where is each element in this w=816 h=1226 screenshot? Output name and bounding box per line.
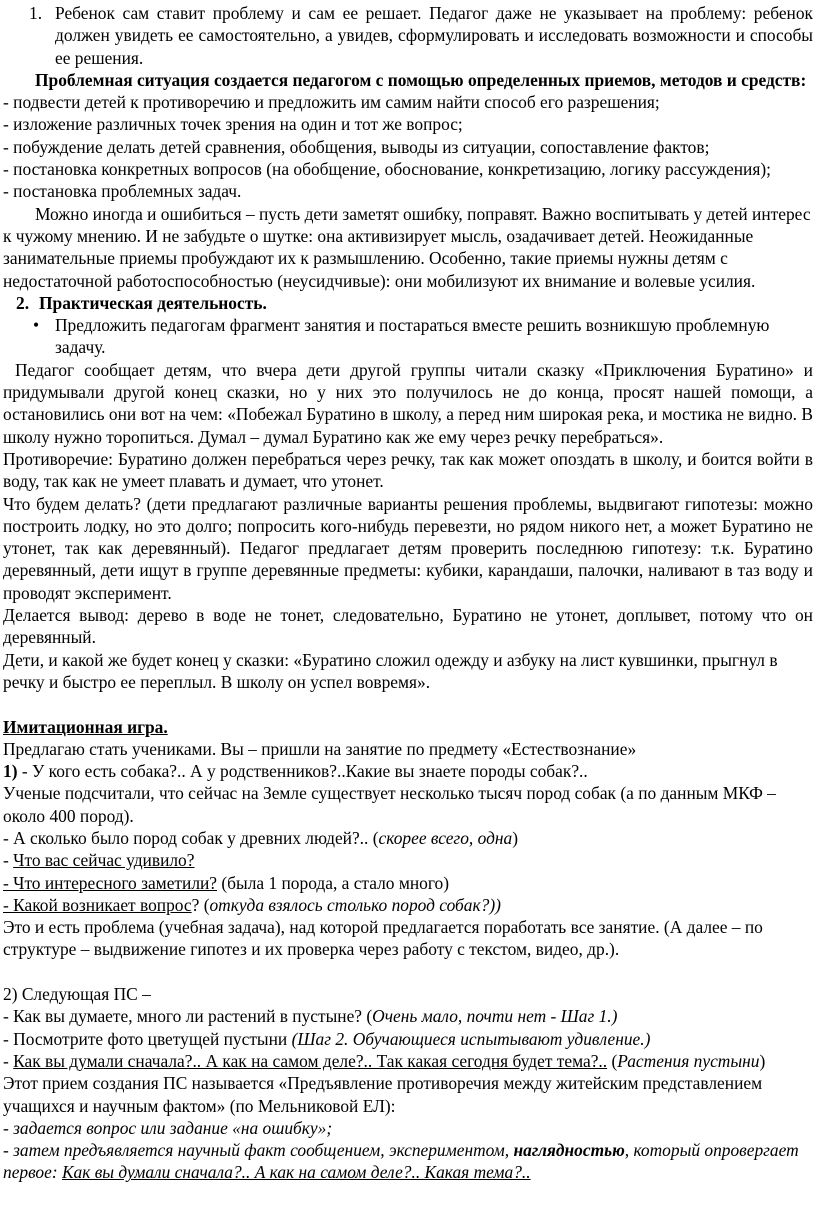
paren-close: ) xyxy=(759,1050,766,1071)
game-question-3 xyxy=(3,849,813,871)
method-line: - изложение различных точек зрения на один и тот же вопрос; xyxy=(3,114,463,135)
list-number: 1. xyxy=(29,3,43,23)
question-text: - Посмотрите фото цветущей пустыни xyxy=(3,1028,292,1049)
answer-text: Растения пустыни xyxy=(617,1050,760,1071)
document-page xyxy=(3,2,813,1184)
technique-step-1: - задается вопрос или задание «на ошибку»; xyxy=(3,1117,333,1138)
paren-open: ( xyxy=(607,1050,618,1071)
question-text: - А сколько было пород собак у древних людей?.. ( xyxy=(3,827,379,848)
question-number: 1) xyxy=(3,761,18,782)
blank-line xyxy=(3,961,813,983)
game-problem-paragraph: Это и есть проблема (учебная задача), над которой предлагается поработать все занятие. (А далее – по структуре – выдвижение гипотез и их проверка через работу с текстом, видео, др.). xyxy=(3,917,763,960)
question-text: - Как вы думаете, много ли растений в пустыне? ( xyxy=(3,1006,373,1027)
question-text: Что вас сейчас удивило? xyxy=(13,850,195,871)
methods-paragraph: Можно иногда и ошибиться – пусть дети заметят ошибку, поправят. Важно воспитывать у детей интерес к чужому мнению. И не забудьте о шутке: она активизирует мысль, озадачивает детей. Неожиданные занимательные приемы пробуждают их к размышлению. Особенно, такие приемы нужны детям с недостаточной работоспособностью (неусидчивые): они мобилизуют их внимание и волевые усилия. xyxy=(3,203,811,291)
next-line-1 xyxy=(3,1005,813,1027)
technique-paragraph: Этот прием создания ПС называется «Предъявление противоречия между житейским представлением учащихся и научным фактом» (по Мельниковой ЕЛ): xyxy=(3,1073,763,1116)
question-text: - Что интересного заметили? xyxy=(3,872,218,893)
step-questions: Как вы думали сначала?.. А как на самом деле?.. Какая тема?.. xyxy=(61,1162,531,1183)
question-text: - У кого есть собака?.. А у родственников?..Какие вы знаете породы собак?.. xyxy=(17,761,588,782)
what-to-do-paragraph: Что будем делать? (дети предлагают различные варианты решения проблемы, выдвигают гипотезы: можно построить лодку, но это долго; попросить кого-нибудь перевезти, но рядом никого нет, а может Буратино не утонет, так как деревянный). Педагог предлагает детям проверить последнюю гипотезу: т.к. Буратино деревянный, дети ищут в группе деревянные предметы: кубики, карандаши, палочки, наливают в таз воду и проводят эксперимент. xyxy=(3,493,813,603)
question-text: Как вы думали сначала?.. А как на самом деле?.. Так какая сегодня будет тема?.. xyxy=(13,1050,608,1071)
question-text: - Какой возникает вопрос xyxy=(3,894,192,915)
next-line-3 xyxy=(3,1050,813,1072)
game-question-4 xyxy=(3,872,813,894)
story-paragraph: Педагог сообщает детям, что вчера дети другой группы читали сказку «Приключения Буратино» и придумывали другой конец сказки, но у них это получилось не до конца, просят нашей помощи, а остановились они вот на чем: «Побежал Буратино в школу, а перед ним широкая река, и мостика не видно. В школу нужно торопиться. Думал – думал Буратино как же ему через речку перебраться». xyxy=(3,359,813,447)
game-intro: Предлагаю стать учениками. Вы – пришли на занятие по предмету «Естествознание» xyxy=(3,738,637,759)
practical-heading: Практическая деятельность. xyxy=(39,292,267,313)
question-text-end: ) xyxy=(512,827,518,848)
method-line: - подвести детей к противоречию и предложить им самим найти способ его разрешения; xyxy=(3,92,660,113)
dash: - xyxy=(3,850,14,871)
game-question-2 xyxy=(3,827,813,849)
game-question-5 xyxy=(3,894,813,916)
step-emphasis: наглядностью xyxy=(513,1140,625,1161)
list-number: 2. xyxy=(16,292,30,313)
bullet-item xyxy=(3,314,813,359)
methods-heading: Проблемная ситуация создается педагогом с помощью определенных приемов, методов и средств: xyxy=(35,69,807,90)
dash: - xyxy=(3,1050,14,1071)
technique-step-2 xyxy=(3,1139,813,1184)
next-line-2 xyxy=(3,1028,813,1050)
step-text: - затем предъявляется научный факт сообщением, экспериментом, xyxy=(3,1140,514,1161)
game-question-1 xyxy=(3,760,813,782)
answer-text: Очень мало, почти нет - Шаг 1.) xyxy=(372,1006,618,1027)
list-item-1 xyxy=(3,2,813,69)
answer-text: откуда взялось столько пород собак?)) xyxy=(209,894,501,915)
story-ending-paragraph: Дети, и какой же будет конец у сказки: «Буратино сложил одежду и азбуку на лист кувшинки, прыгнул в речку и быстро ее переплыл. В школу он успел вовремя». xyxy=(3,649,778,692)
next-heading: 2) Следующая ПС – xyxy=(3,984,151,1005)
method-line: - постановка проблемных задач. xyxy=(3,181,242,202)
step-text: , который опровергает первое: xyxy=(3,1140,799,1183)
list-item-text: Ребенок сам ставит проблему и сам ее решает. Педагог даже не указывает на проблему: ребенок должен увидеть ее самостоятельно, а увидев, сформулировать и исследовать возможности и способы ее решения. xyxy=(55,3,813,68)
game-heading: Имитационная игра. xyxy=(3,716,168,737)
question-mark: ? ( xyxy=(191,894,210,915)
bullet-icon: • xyxy=(33,315,40,336)
contradiction-paragraph: Противоречие: Буратино должен перебраться через речку, так как может опоздать в школу, и боится войти в воду, так как не умеет плавать и думает, что утонет. xyxy=(3,448,813,492)
game-scientists: Ученые подсчитали, что сейчас на Земле существует несколько тысяч пород собак (а по данным МКФ – около 400 пород). xyxy=(3,783,776,826)
method-line: - побуждение делать детей сравнения, обобщения, выводы из ситуации, сопоставление фактов; xyxy=(3,136,710,157)
answer-text: скорее всего, одна xyxy=(378,827,513,848)
blank-line xyxy=(3,693,813,715)
list-item-2 xyxy=(3,292,813,314)
answer-text: (Шаг 2. Обучающиеся испытывают удивление.) xyxy=(291,1028,651,1049)
method-line: - постановка конкретных вопросов (на обобщение, обоснование, конкретизацию, логику рассуждения); xyxy=(3,159,771,180)
conclusion-paragraph: Делается вывод: дерево в воде не тонет, следовательно, Буратино не утонет, доплывет, потому что он деревянный. xyxy=(3,605,813,648)
bullet-text: Предложить педагогам фрагмент занятия и постараться вместе решить возникшую проблемную задачу. xyxy=(55,315,770,358)
answer-text: (была 1 порода, а стало много) xyxy=(217,872,450,893)
